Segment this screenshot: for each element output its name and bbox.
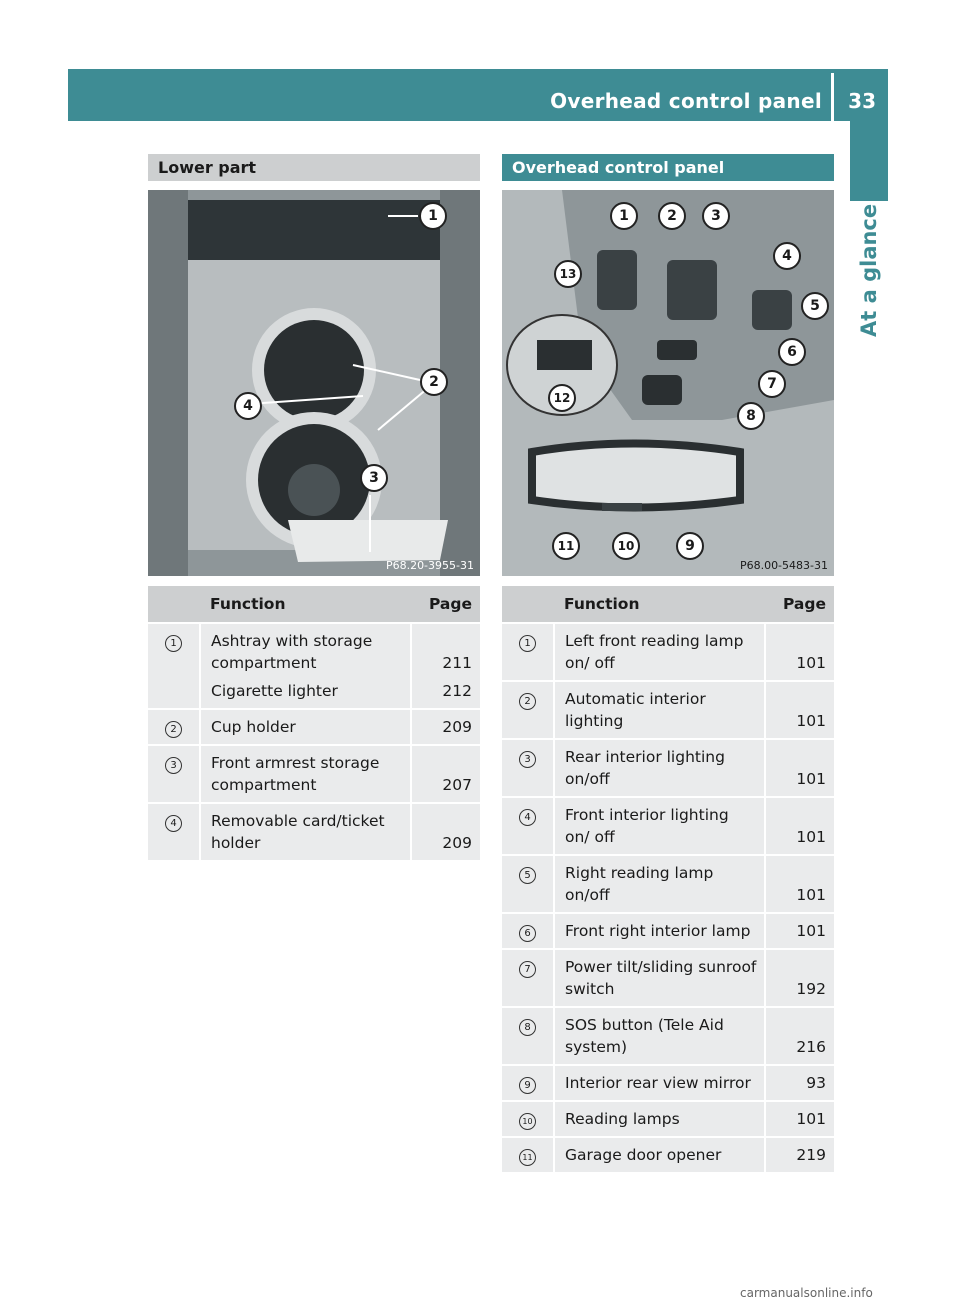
function-cell: Power tilt/sliding sunroof switch: [554, 949, 765, 1007]
overhead-panel-photo: [502, 190, 834, 576]
header-page: Page: [765, 586, 834, 623]
callout-1: 1: [419, 202, 447, 230]
item-number: 4: [165, 815, 182, 832]
function-cell: Interior rear view mirror: [554, 1065, 765, 1101]
callout-8: 8: [737, 402, 765, 430]
table-header: [148, 586, 480, 623]
page-cell: 192: [765, 949, 834, 1007]
lower-part-table: [148, 586, 480, 860]
table-row: [148, 803, 480, 860]
item-number: 7: [519, 961, 536, 978]
item-number: 2: [519, 693, 536, 710]
header-function: Function: [200, 586, 411, 623]
table-row: [502, 623, 834, 681]
overhead-panel-section: [502, 154, 834, 1172]
table-row: [502, 1065, 834, 1101]
overhead-panel-table: [502, 586, 834, 1172]
table-row: [502, 1007, 834, 1065]
page-cell: 101: [765, 913, 834, 949]
callout-1: 1: [610, 202, 638, 230]
section-title-overhead-panel: Overhead control panel: [502, 154, 834, 181]
callout-7: 7: [758, 370, 786, 398]
callout-6: 6: [778, 338, 806, 366]
callout-2: 2: [658, 202, 686, 230]
page-cell: 101: [765, 681, 834, 739]
function-cell: Left front reading lamp on/ off: [554, 623, 765, 681]
function-cell: Automatic interior lighting: [554, 681, 765, 739]
page-cell: 93: [765, 1065, 834, 1101]
header-title: Overhead control panel: [550, 89, 822, 113]
page-cell: 101: [765, 739, 834, 797]
table-row: [502, 1101, 834, 1137]
function-cell: Cup holder: [200, 709, 411, 745]
function-cell: SOS button (Tele Aid system): [554, 1007, 765, 1065]
side-label: [850, 203, 888, 338]
photo-code: P68.00-5483-31: [739, 559, 828, 572]
table-header: [502, 586, 834, 623]
table-row: [502, 1137, 834, 1172]
function-cell: Ashtray with storage compartment: [200, 623, 411, 680]
table-row: [502, 855, 834, 913]
callout-12: 12: [548, 384, 576, 412]
page-cell: 209: [411, 803, 480, 860]
table-row: [502, 739, 834, 797]
item-number: 3: [165, 757, 182, 774]
item-number: 1: [519, 635, 536, 652]
page-cell: 216: [765, 1007, 834, 1065]
function-cell: Removable card/ticket holder: [200, 803, 411, 860]
lower-part-section: [148, 154, 480, 860]
function-cell: Garage door opener: [554, 1137, 765, 1172]
callout-11: 11: [552, 532, 580, 560]
item-number: 8: [519, 1019, 536, 1036]
callout-4: 4: [234, 392, 262, 420]
page-cell: 101: [765, 797, 834, 855]
header-divider: [831, 73, 834, 121]
callout-13: 13: [554, 260, 582, 288]
function-cell: Right reading lamp on/off: [554, 855, 765, 913]
page-cell: 101: [765, 1101, 834, 1137]
item-number: 4: [519, 809, 536, 826]
page-number: 33: [848, 89, 876, 113]
side-label-text: At a glance: [857, 203, 881, 337]
page-cell: 207: [411, 745, 480, 803]
item-number: 2: [165, 721, 182, 738]
function-cell: Rear interior lighting on/off: [554, 739, 765, 797]
page-cell: 211: [411, 623, 480, 680]
item-number: 9: [519, 1077, 536, 1094]
function-cell: Front interior lighting on/ off: [554, 797, 765, 855]
page-header: [68, 69, 888, 121]
table-row: [148, 745, 480, 803]
page-cell: 101: [765, 623, 834, 681]
table-row: [502, 913, 834, 949]
function-cell: Front armrest storage compartment: [200, 745, 411, 803]
table-row: [148, 709, 480, 745]
table-row: [502, 949, 834, 1007]
callout-2: 2: [420, 368, 448, 396]
function-cell: Cigarette lighter: [200, 680, 411, 709]
header-page: Page: [411, 586, 480, 623]
function-cell: Reading lamps: [554, 1101, 765, 1137]
header-function: Function: [554, 586, 765, 623]
callout-4: 4: [773, 242, 801, 270]
item-number: 11: [519, 1149, 536, 1166]
callout-10: 10: [612, 532, 640, 560]
page-cell: 212: [411, 680, 480, 709]
table-row: [502, 681, 834, 739]
side-tab: [850, 121, 888, 201]
table-row: [148, 623, 480, 680]
callout-3: 3: [702, 202, 730, 230]
item-number: 5: [519, 867, 536, 884]
callout-9: 9: [676, 532, 704, 560]
item-number: 1: [165, 635, 182, 652]
photo-code: P68.20-3955-31: [385, 559, 474, 572]
callout-3: 3: [360, 464, 388, 492]
lower-part-photo: [148, 190, 480, 576]
watermark: carmanualsonline.info: [740, 1286, 873, 1300]
section-title-lower-part: Lower part: [148, 154, 480, 181]
function-cell: Front right interior lamp: [554, 913, 765, 949]
page-cell: 219: [765, 1137, 834, 1172]
item-number: 10: [519, 1113, 536, 1130]
callout-5: 5: [801, 292, 829, 320]
page-cell: 209: [411, 709, 480, 745]
table-row: [502, 797, 834, 855]
item-number: 3: [519, 751, 536, 768]
item-number: 6: [519, 925, 536, 942]
page-cell: 101: [765, 855, 834, 913]
